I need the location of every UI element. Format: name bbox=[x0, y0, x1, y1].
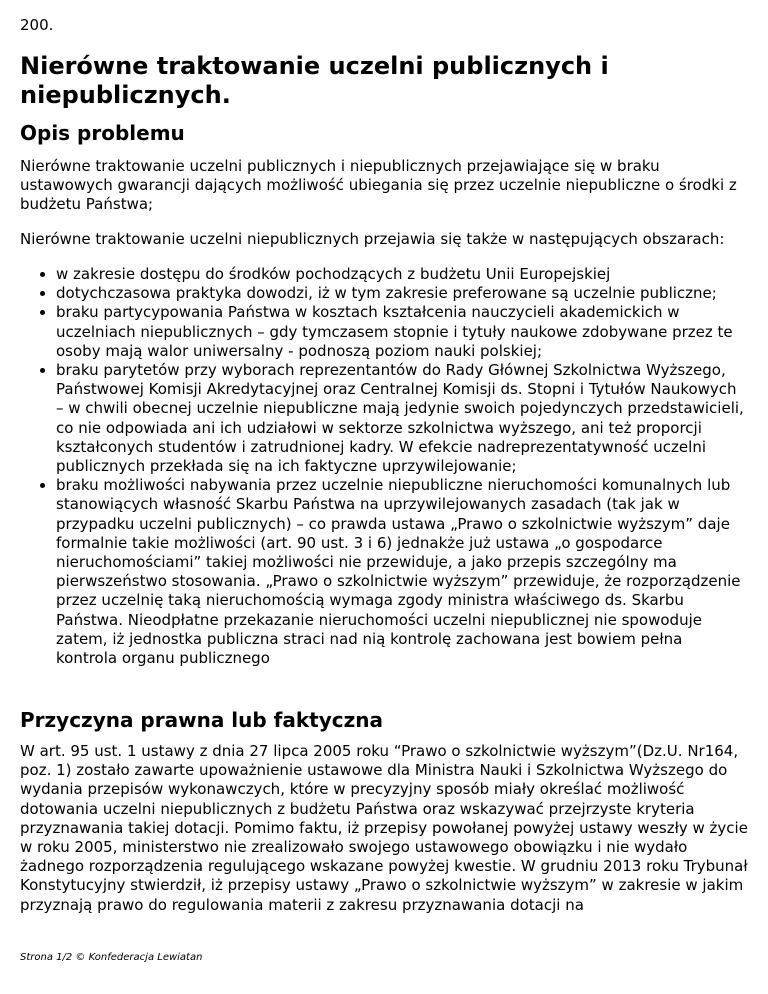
bullet-list bbox=[20, 265, 746, 668]
paragraph-intro: Nierówne traktowanie uczelni publicznych i niepublicznych przejawiające się w braku ustawowych gwarancji dających możliwość ubiegania się przez uczelnie niepubliczne o środki z budżetu Państwa; bbox=[20, 157, 737, 214]
list-item: • dotychczasowa praktyka dowodzi, iż w tym zakresie preferowane są uczelnie publiczne; bbox=[56, 284, 746, 303]
list-item: • w zakresie dostępu do środków pochodzących z budżetu Unii Europejskiej bbox=[56, 265, 746, 284]
list-item: • braku parytetów przy wyborach reprezentantów do Rady Głównej Szkolnictwa Wyższego, Państwowej Komisji Akredytacyjnej oraz Centralnej Komisji ds. Stopni i Tytułów Naukowych – w chwili obecnej uczelnie niepubliczne mają jedynie swoich pojedynczych przedstawicieli, co nie odpowiada ani ich udziałowi w sektorze szkolnictwa wyższego, ani też proporcji kształconych studentów i zatrudnionej kadry. W efekcie nadreprezentatywność uczelni publicznych przekłada się na ich faktyczne uprzywilejowanie; bbox=[56, 361, 746, 476]
page-title: Nierówne traktowanie uczelni publicznych i niepublicznych. bbox=[20, 52, 609, 109]
list-item: • braku partycypowania Państwa w kosztach kształcenia nauczycieli akademickich w uczelniach niepublicznych – gdy tymczasem stopnie i tytuły naukowe zdobywane przez te osoby mają walor uniwersalny - podnoszą poziom nauki polskiej; bbox=[56, 303, 746, 361]
section-heading-cause: Przyczyna prawna lub faktyczna bbox=[20, 708, 383, 732]
list-item: • braku możliwości nabywania przez uczelnie niepubliczne nieruchomości komunalnych lub stanowiących własność Skarbu Państwa na uprzywilejowanych zasadach (tak jak w przypadku uczelni publicznych) – co prawda ustawa „Prawo o szkolnictwie wyższym” daje formalnie takie możliwości (art. 90 ust. 3 i 6) jednakże już ustawa „o gospodarce nieruchomościami” takiej możliwości nie przewiduje, a jako przepis szczególny ma pierwszeństwo stosowania. „Prawo o szkolnictwie wyższym” przewiduje, że rozporządzenie przez uczelnię taką nieruchomością wymaga zgody ministra właściwego ds. Skarbu Państwa. Nieodpłatne przekazanie nieruchomości uczelni niepublicznej nie spowoduje zatem, iż jednostka publiczna straci nad nią kontrolę zachowana jest bowiem pełna kontrola organu publicznego bbox=[56, 476, 746, 668]
page-footer: Strona 1/2 © Konfederacja Lewiatan bbox=[20, 952, 203, 963]
item-number: 200. bbox=[20, 16, 54, 34]
paragraph-areas: Nierówne traktowanie uczelni niepublicznych przejawia się także w następujących obszarach: bbox=[20, 230, 725, 248]
paragraph-cause: W art. 95 ust. 1 ustawy z dnia 27 lipca 2005 roku “Prawo o szkolnictwie wyższym”(Dz.U. Nr164, poz. 1) zostało zawarte upoważnienie ustawowe dla Ministra Nauki i Szkolnictwa Wyższego do wydania przepisów wykonawczych, które w precyzyjny sposób miały określać możliwość dotowania uczelni niepublicznych z budżetu Państwa oraz wskazywać przejrzyste kryteria przyznawania takiej dotacji. Pomimo faktu, iż przepisy powołanej powyżej ustawy weszły w życie w roku 2005, ministerstwo nie zrealizowało swojego ustawowego obowiązku i nie wydało żadnego rozporządzenia regulującego wskazane powyżej kwestie. W grudniu 2013 roku Trybunał Konstytucyjny stwierdził, iż przepisy ustawy „Prawo o szkolnictwie wyższym” w zakresie w jakim przyznają prawo do regulowania materii z zakresu przyznawania dotacji na bbox=[20, 742, 748, 914]
section-heading-problem: Opis problemu bbox=[20, 121, 185, 145]
